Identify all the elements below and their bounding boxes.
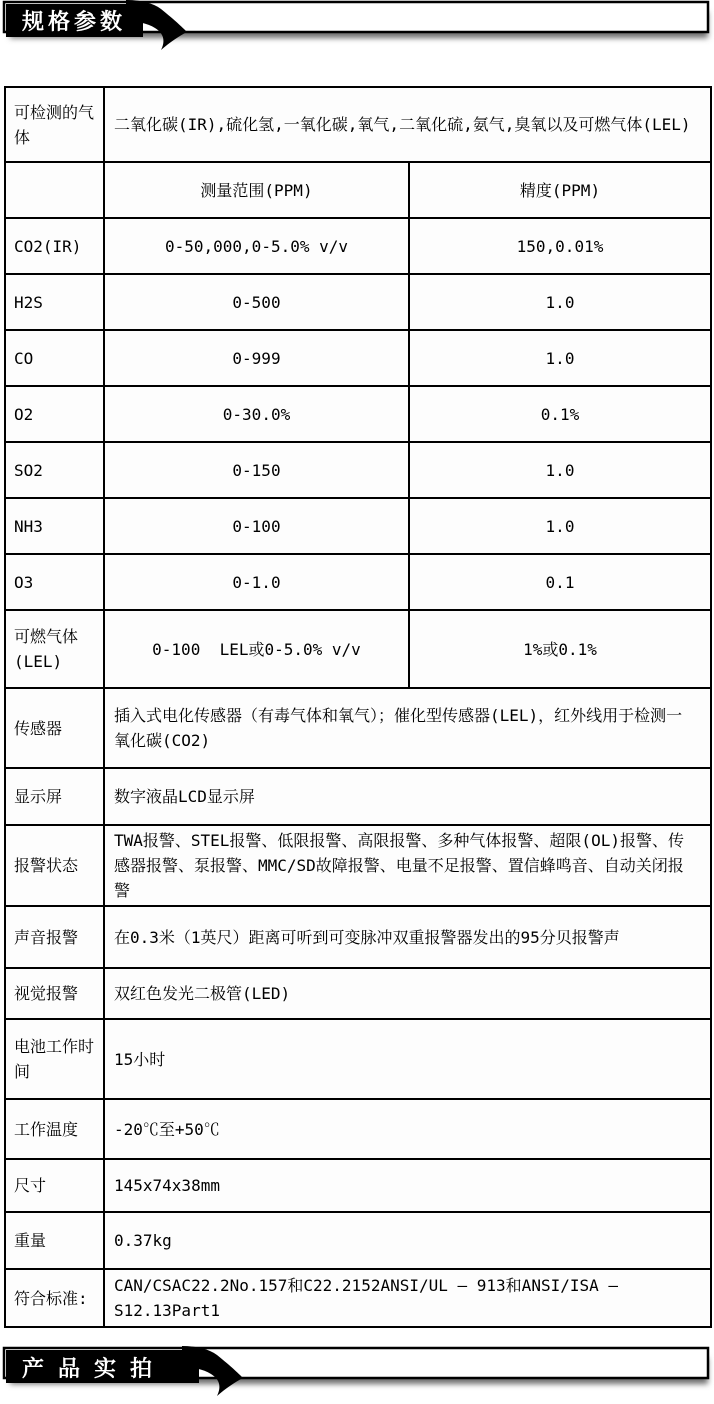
gas-accuracy: 1.0 — [409, 330, 711, 386]
spec-value: 双红色发光二极管(LED) — [104, 968, 711, 1019]
banner-graphic-photos — [0, 1346, 714, 1404]
section-title-photos: 产品实拍 — [22, 1357, 167, 1382]
section-banner-specs — [0, 0, 714, 58]
gas-name: CO — [5, 330, 104, 386]
spec-label: 尺寸 — [5, 1159, 104, 1212]
spec-row — [5, 688, 711, 768]
spec-label: 电池工作时间 — [5, 1019, 104, 1099]
spec-row — [5, 1159, 711, 1212]
spec-value: -20℃至+50℃ — [104, 1099, 711, 1159]
gas-row — [5, 554, 711, 610]
spec-value: CAN/CSAC22.2No.157和C22.2152ANSI/UL – 913和ANSI/ISA – S12.13Part1 — [104, 1269, 711, 1327]
gas-row — [5, 386, 711, 442]
spec-label: 重量 — [5, 1212, 104, 1269]
spec-table — [4, 86, 712, 1328]
gas-name: H2S — [5, 274, 104, 330]
spec-label: 视觉报警 — [5, 968, 104, 1019]
gas-accuracy: 1.0 — [409, 274, 711, 330]
spec-row — [5, 768, 711, 825]
gas-row — [5, 274, 711, 330]
gas-accuracy: 1%或0.1% — [409, 610, 711, 688]
spec-label: 报警状态 — [5, 825, 104, 906]
spec-row — [5, 1212, 711, 1269]
row-value: 二氧化碳(IR),硫化氢,一氧化碳,氧气,二氧化硫,氨气,臭氧以及可燃气体(LEL) — [104, 87, 711, 162]
spec-label: 声音报警 — [5, 906, 104, 968]
gas-range: 0-999 — [104, 330, 409, 386]
gas-range: 0-100 LEL或0-5.0% v/v — [104, 610, 409, 688]
spec-value: 插入式电化传感器（有毒气体和氧气）；催化型传感器(LEL)，红外线用于检测一氧化碳(CO2) — [104, 688, 711, 768]
banner-graphic-specs — [0, 0, 714, 58]
gas-range: 0-30.0% — [104, 386, 409, 442]
table-row-detectable-gases — [5, 87, 711, 162]
section-banner-photos — [0, 1346, 714, 1404]
spec-value: TWA报警、STEL报警、低限报警、高限报警、多种气体报警、超限(OL)报警、传感器报警、泵报警、MMC/SD故障报警、电量不足报警、置信蜂鸣音、自动关闭报警 — [104, 825, 711, 906]
gas-row — [5, 498, 711, 554]
spec-label: 符合标准: — [5, 1269, 104, 1327]
gas-row — [5, 218, 711, 274]
gas-name: NH3 — [5, 498, 104, 554]
empty-cell — [5, 162, 104, 218]
gas-range: 0-500 — [104, 274, 409, 330]
gas-name: SO2 — [5, 442, 104, 498]
gas-range: 0-1.0 — [104, 554, 409, 610]
spec-value: 0.37kg — [104, 1212, 711, 1269]
spec-value: 在0.3米（1英尺）距离可听到可变脉冲双重报警器发出的95分贝报警声 — [104, 906, 711, 968]
gas-row — [5, 330, 711, 386]
gas-name: CO2(IR) — [5, 218, 104, 274]
spec-value: 145x74x38mm — [104, 1159, 711, 1212]
gas-accuracy: 0.1% — [409, 386, 711, 442]
gas-range: 0-50,000,0-5.0% v/v — [104, 218, 409, 274]
spec-label: 显示屏 — [5, 768, 104, 825]
gas-name: 可燃气体(LEL) — [5, 610, 104, 688]
gas-name: O2 — [5, 386, 104, 442]
spec-row — [5, 1019, 711, 1099]
gas-range: 0-150 — [104, 442, 409, 498]
gas-row — [5, 610, 711, 688]
spec-row — [5, 825, 711, 906]
gas-accuracy: 150,0.01% — [409, 218, 711, 274]
column-header-accuracy: 精度(PPM) — [409, 162, 711, 218]
column-header-range: 测量范围(PPM) — [104, 162, 409, 218]
gas-accuracy: 1.0 — [409, 498, 711, 554]
gas-name: O3 — [5, 554, 104, 610]
table-header-row — [5, 162, 711, 218]
spec-value: 数字液晶LCD显示屏 — [104, 768, 711, 825]
spec-label: 工作温度 — [5, 1099, 104, 1159]
spec-label: 传感器 — [5, 688, 104, 768]
gas-accuracy: 0.1 — [409, 554, 711, 610]
spec-row — [5, 1269, 711, 1327]
spec-row — [5, 1099, 711, 1159]
gas-accuracy: 1.0 — [409, 442, 711, 498]
gas-range: 0-100 — [104, 498, 409, 554]
spec-row — [5, 968, 711, 1019]
spec-value: 15小时 — [104, 1019, 711, 1099]
gas-row — [5, 442, 711, 498]
section-title-specs: 规格参数 — [22, 10, 127, 35]
spec-row — [5, 906, 711, 968]
row-label: 可检测的气体 — [5, 87, 104, 162]
